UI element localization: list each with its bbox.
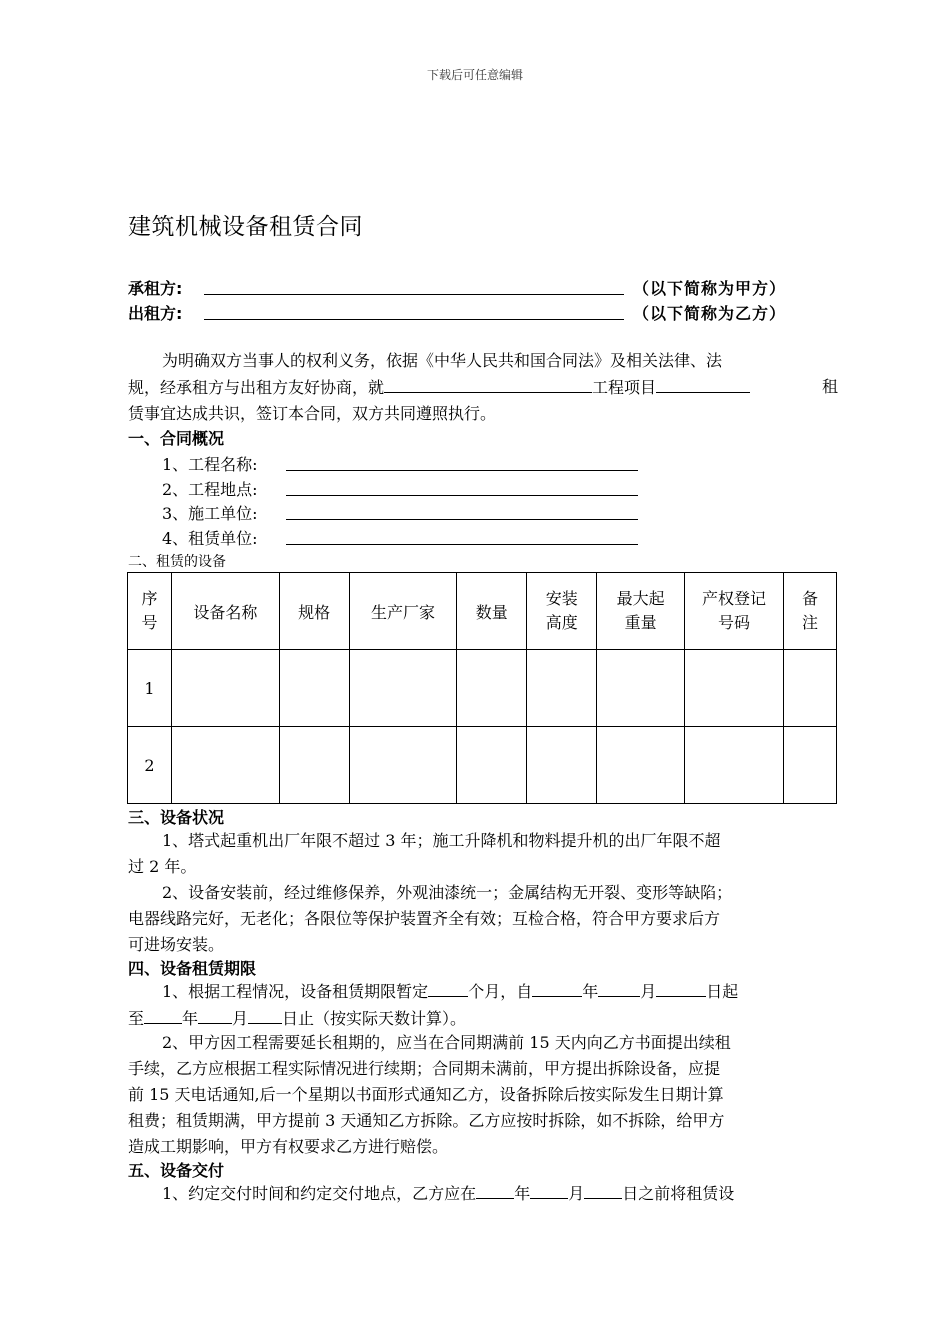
cell	[685, 727, 784, 804]
delivery-year-blank	[476, 1180, 514, 1199]
cell	[349, 727, 457, 804]
section5-paragraph-1	[128, 1180, 838, 1207]
s5-line-1	[128, 1180, 838, 1207]
overview-label-1: 1、工程名称:	[162, 455, 258, 474]
lessor-label: 出租方:	[128, 304, 183, 323]
overview-blank-4	[286, 544, 638, 545]
intro-line-3: 赁事宜达成共识，签订本合同，双方共同遵照执行。	[128, 404, 497, 423]
s4-line-7: 造成工期影响，甲方有权要求乙方进行赔偿。	[128, 1137, 449, 1156]
cell	[597, 727, 685, 804]
row-serial: 1	[128, 650, 172, 727]
intro-text-2b: 工程项目	[592, 378, 657, 397]
delivery-month-blank	[530, 1180, 568, 1199]
s5-year: 年	[514, 1184, 531, 1203]
term-months-blank	[428, 978, 468, 997]
overview-label-2: 2、工程地点:	[162, 480, 258, 499]
s5-text-a: 1、约定交付时间和约定交付地点，乙方应在	[162, 1184, 477, 1203]
s4-line-2	[128, 1005, 838, 1032]
cell	[349, 650, 457, 727]
s3-line-2: 过 2 年。	[128, 857, 197, 876]
overview-blank-2	[286, 495, 638, 496]
delivery-day-blank	[584, 1180, 622, 1199]
section3-heading: 三、设备状况	[128, 808, 225, 827]
end-month-blank	[198, 1005, 232, 1024]
cell	[784, 650, 837, 727]
cell	[597, 650, 685, 727]
lessee-note: （以下简称为甲方）	[633, 279, 787, 298]
overview-label-4: 4、租赁单位:	[162, 529, 258, 548]
s4-text-c: 日起	[706, 982, 739, 1001]
s4-text-d: 至	[128, 1009, 145, 1028]
section4-paragraph-2	[128, 1030, 838, 1160]
document-title: 建筑机械设备租赁合同	[128, 214, 363, 240]
start-day-blank	[656, 978, 706, 997]
s3-line-3: 2、设备安装前，经过维修保养，外观油漆统一；金属结构无开裂、变形等缺陷；	[162, 883, 733, 902]
col-equipment-name: 设备名称	[171, 573, 279, 650]
cell	[784, 727, 837, 804]
s4-line-5: 前 15 天电话通知,后一个星期以书面形式通知乙方，设备拆除后按实际发生日期计算	[128, 1085, 724, 1104]
overview-leasing-unit	[162, 526, 642, 550]
col-spec: 规格	[279, 573, 349, 650]
intro-line-2	[128, 374, 838, 401]
s4-year: 年	[582, 982, 599, 1001]
intro-text-2c: 租	[821, 377, 838, 396]
cell	[527, 727, 597, 804]
overview-project-location	[162, 477, 642, 501]
s4-text-b: 个月，自	[468, 982, 533, 1001]
col-max-load	[597, 573, 685, 650]
start-month-blank	[598, 978, 640, 997]
s4-month-2: 月	[232, 1009, 249, 1028]
section4-heading: 四、设备租赁期限	[128, 959, 257, 978]
cell	[527, 650, 597, 727]
overview-construction-unit	[162, 501, 642, 525]
col-install-height	[527, 573, 597, 650]
cell	[279, 650, 349, 727]
overview-blank-3	[286, 519, 638, 520]
section5-heading: 五、设备交付	[128, 1161, 225, 1180]
col-serial-label: 序号	[141, 589, 158, 632]
s4-month: 月	[640, 982, 657, 1001]
s3-line-4: 电器线路完好，无老化；各限位等保护装置齐全有效；互检合格，符合甲方要求后方	[128, 909, 721, 928]
intro-line-1: 为明确双方当事人的权利义务，依据《中华人民共和国合同法》及相关法律、法	[162, 351, 723, 370]
s4-line-3: 2、甲方因工程需要延长租期的，应当在合同期满前 15 天内向乙方书面提出续租	[162, 1033, 731, 1052]
cell	[171, 727, 279, 804]
row-serial: 2	[128, 727, 172, 804]
col-registration-label: 产权登记号码	[702, 589, 767, 632]
end-year-blank	[144, 1005, 182, 1024]
col-serial	[128, 573, 172, 650]
lessee-label: 承租方:	[128, 279, 183, 298]
intro-paragraph	[128, 348, 838, 427]
s5-month: 月	[568, 1184, 585, 1203]
intro-text-2a: 规，经承租方与出租方友好协商，就	[128, 378, 385, 397]
col-install-height-label: 安装高度	[545, 589, 578, 632]
s4-line-1	[128, 978, 838, 1005]
cell	[457, 650, 527, 727]
page-header-note: 下载后可任意编辑	[426, 68, 523, 82]
cell	[171, 650, 279, 727]
s5-text-b: 日之前将租赁设	[622, 1184, 735, 1203]
equipment-table	[127, 572, 837, 804]
cell	[685, 650, 784, 727]
s4-text-a: 1、根据工程情况，设备租赁期限暂定	[162, 982, 429, 1001]
s4-line-6: 租费；租赁期满，甲方提前 3 天通知乙方拆除。乙方应按时拆除，如不拆除，给甲方	[128, 1111, 725, 1130]
section2-heading: 二、租赁的设备	[128, 554, 226, 570]
cell	[457, 727, 527, 804]
table-header-row	[128, 573, 837, 650]
cell	[279, 727, 349, 804]
lessee-row	[128, 276, 828, 300]
overview-blank-1	[286, 470, 638, 471]
col-registration-no	[685, 573, 784, 650]
col-quantity: 数量	[457, 573, 527, 650]
s4-line-4: 手续，乙方应根据工程实际情况进行续期；合同期未满前，甲方提出拆除设备，应提	[128, 1059, 721, 1078]
end-day-blank	[248, 1005, 282, 1024]
start-year-blank	[532, 978, 582, 997]
table-row	[128, 650, 837, 727]
section3-paragraph-2	[128, 880, 838, 958]
overview-project-name	[162, 452, 642, 476]
lessor-blank	[204, 319, 624, 320]
overview-label-3: 3、施工单位:	[162, 504, 258, 523]
section1-heading: 一、合同概况	[128, 429, 225, 448]
s4-year-2: 年	[182, 1009, 199, 1028]
s4-text-e: 日止（按实际天数计算）。	[282, 1009, 467, 1028]
project-item-blank	[656, 374, 750, 393]
col-remarks	[784, 573, 837, 650]
lessor-note: （以下简称为乙方）	[633, 304, 787, 323]
lessee-blank	[204, 294, 624, 295]
project-blank	[384, 374, 592, 393]
section4-paragraph-1	[128, 978, 838, 1032]
col-max-load-label: 最大起重量	[616, 589, 665, 632]
section3-paragraph-1	[128, 828, 838, 880]
lessor-row	[128, 301, 828, 325]
s3-line-1: 1、塔式起重机出厂年限不超过 3 年；施工升降机和物料提升机的出厂年限不超	[162, 831, 721, 850]
table-row	[128, 727, 837, 804]
col-remarks-label: 备注	[802, 589, 819, 632]
s3-line-5: 可进场安装。	[128, 935, 225, 954]
col-manufacturer: 生产厂家	[349, 573, 457, 650]
